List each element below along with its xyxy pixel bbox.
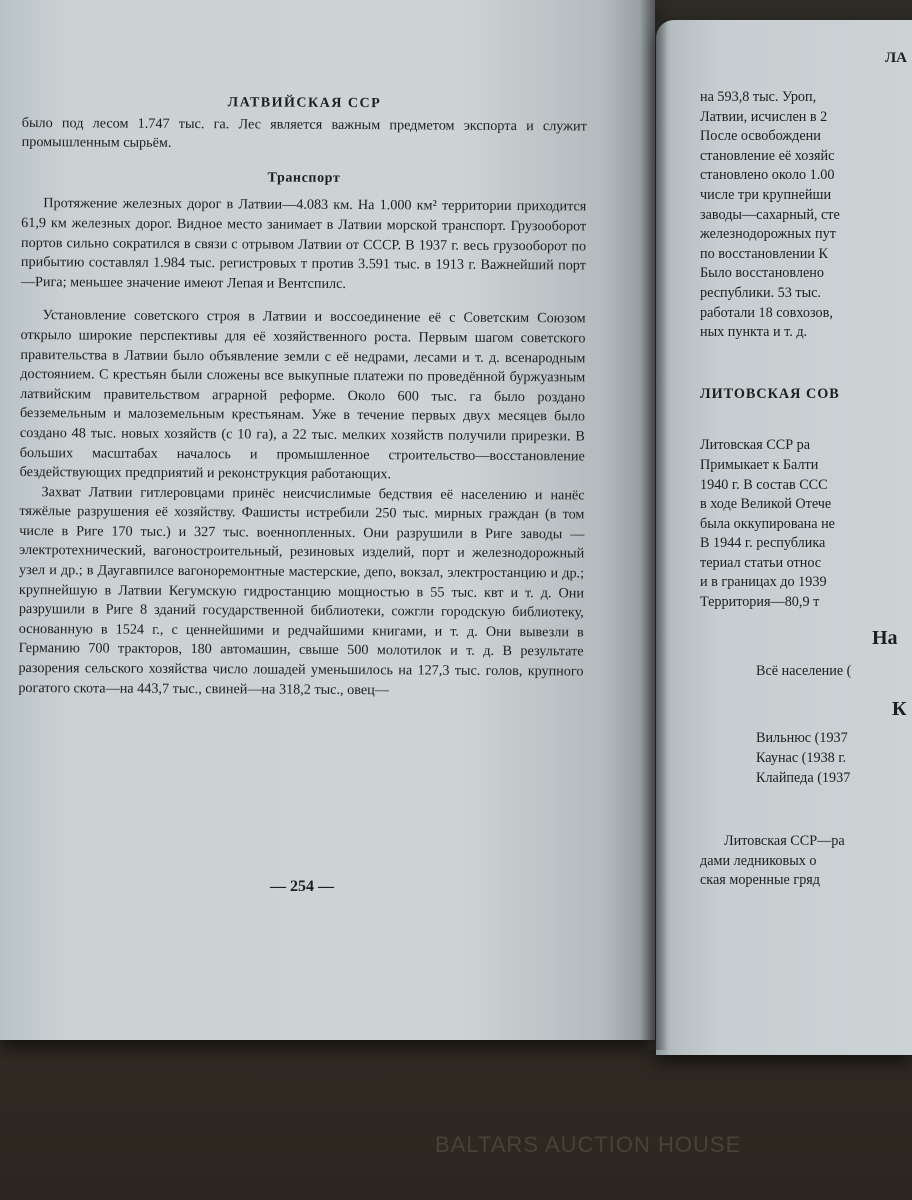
right-line: Литовская ССР—ра xyxy=(724,833,845,850)
war-paragraph: Захват Латвии гитлеровцами принёс неисчислимые бедствия её населению и нанёс тяжёлые разрушения её хозяйству. Фашисты истребили 250 тыс. мирных граждан (в том числе в Риге 170 тыс.) и 327 тыс. военнопленных. Они разрушили в Риге заводы —электротехнический, вагоностроительный, резиновых изделий, порт и железнодорожный узел и др.; в Даугавпилсе вагоноремонтные мастерские, депо, вокзал, электростанцию и др.; крупнейшую в Латвии Кегумскую гидростанцию мощностью в 55 тыс. квт и т. д. Они разрушили в Риге 8 зданий государственной библиотеки, сожгли городскую библиотеку, основанную в 1524 г., с ценнейшими и редчайшими книгами, и т. д. Они вывезли в Германию 700 тракторов, 180 автомашин, свыше 500 молотилок и т. д. В результате разорения сельского хозяйства число лошадей уменьшилось на 127,3 тыс. голов, крупного рогатого скота—на 443,7 тыс., свиней—на 318,2 тыс., овец— xyxy=(18,483,585,698)
right-line: и в границах до 1939 xyxy=(700,574,827,591)
page-number: — 254 — xyxy=(270,878,334,895)
watermark: BALTARS AUCTION HOUSE xyxy=(435,1132,742,1157)
right-subhead: На xyxy=(872,626,898,649)
right-line: была оккупирована не xyxy=(700,515,835,532)
city-line: Каунас (1938 г. xyxy=(756,750,847,767)
right-line: в ходе Великой Отече xyxy=(700,496,832,513)
right-line: становлено около 1.00 xyxy=(700,167,835,184)
right-line: железнодорожных пут xyxy=(700,226,836,243)
right-line: Литовская ССР ра xyxy=(700,437,811,454)
section-title-transport: Транспорт xyxy=(267,170,341,186)
right-line: дами ледниковых о xyxy=(700,852,817,869)
cities-head: К xyxy=(892,697,907,720)
right-line: После освобождени xyxy=(700,128,821,145)
right-line: республики. 53 тыс. xyxy=(700,284,821,301)
right-line: заводы—сахарный, сте xyxy=(700,206,840,223)
book-gutter xyxy=(640,0,668,1050)
left-page-text xyxy=(18,92,587,702)
right-page-text xyxy=(700,48,912,891)
right-line: работали 18 совхозов, xyxy=(700,304,833,321)
right-line: становление её хозяйс xyxy=(700,147,835,164)
right-running-title: ЛА xyxy=(885,50,908,66)
population-line: Всё население ( xyxy=(756,663,852,680)
right-line: Территория—80,9 т xyxy=(700,594,820,611)
right-line: Примыкает к Балти xyxy=(700,456,819,473)
right-line: ных пункта и т. д. xyxy=(700,324,808,341)
city-line: Вильнюс (1937 xyxy=(756,730,848,747)
right-line: Латвии, исчислен в 2 xyxy=(700,108,828,125)
soviet-paragraph: Установление советского строя в Латвии и воссоединение её с Советским Союзом открыло широкие перспективы для её хозяйственного роста. Первым шагом советского правительства в Латвии было объявление земли с её недрами, лесами и т. д. всенародным достоянием. С крестьян были сложены все выкупные платежи по проведённой буржуазным латвийским правительством аграрной реформе. Около 600 тыс. га было роздано безземельным и малоземельным крестьянам. Уже в течение первых двух месяцев было создано 48 тыс. новых хозяйств (с 10 га), а 22 тыс. мелких хозяйств получили прирезки. В больших масштабах началось и промышленное строительство—восстановление бездействующих предприятий и реконструкция работающих. xyxy=(19,307,586,483)
right-line: Было восстановлено xyxy=(700,265,824,282)
right-line: по восстановлении К xyxy=(700,245,828,262)
right-section-title: ЛИТОВСКАЯ СОВ xyxy=(700,385,840,402)
transport-paragraph: Протяжение железных дорог в Латвии—4.083 км. На 1.000 км² территории приходится 61,9 км железных дорог. Видное место занимает в Латвии морской транспорт. Грузооборот портов сильно сократился в связи с отрывом Латвии от СССР. В 1937 г. весь грузооборот по прибытию составлял 1.984 тыс. регистровых т против 3.591 тыс. в 1913 г. Важнейший порт—Рига; меньшее значение имеют Лепая и Вентспилс. xyxy=(20,195,587,292)
city-line: Клайпеда (1937 xyxy=(756,769,851,786)
right-line: на 593,8 тыс. Уроп, xyxy=(700,89,817,105)
right-line: 1940 г. В состав ССС xyxy=(700,476,828,493)
right-line: числе три крупнейши xyxy=(700,186,832,203)
intro-paragraph: было под лесом 1.747 тыс. га. Лес является важным предметом экспорта и служит промышленным сырьём. xyxy=(21,114,587,152)
right-line: териал статьи относ xyxy=(700,554,822,571)
right-line: В 1944 г. республика xyxy=(700,535,826,552)
running-title: ЛАТВИЙСКАЯ ССР xyxy=(227,95,382,112)
right-line: ская моренные гряд xyxy=(700,872,821,889)
